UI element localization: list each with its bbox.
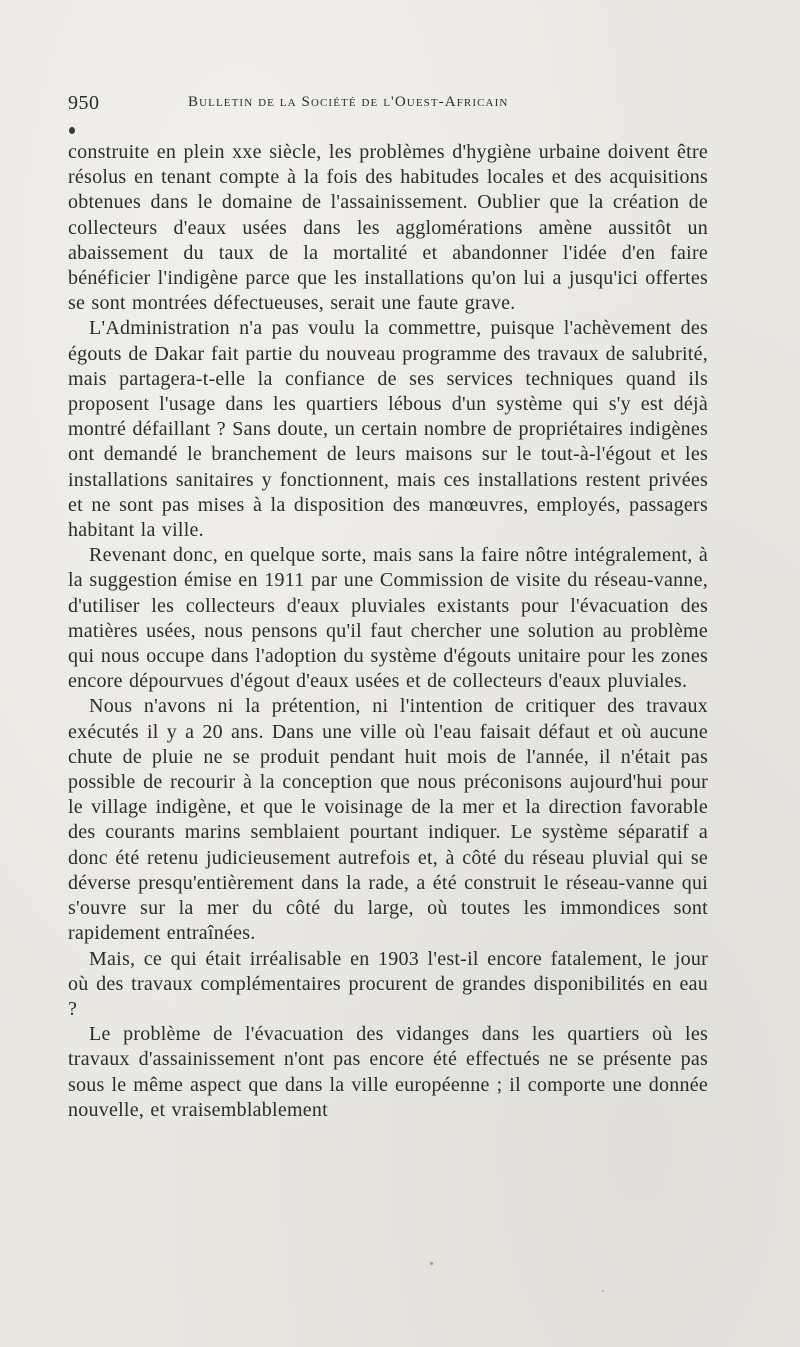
body-text bbox=[68, 140, 708, 1123]
header-title: Bulletin de la Société de l'Ouest-Africain bbox=[188, 94, 509, 110]
paragraph-1: construite en plein xxe siècle, les problèmes d'hygiène urbaine doivent être résolus en tenant compte à la fois des habitudes locales et des acquisitions obtenues dans le domaine de l'assainissement. Oublier que la création de collecteurs d'eaux usées dans les agglomérations amène aussitôt un abaissement du taux de la mortalité et abandonner l'idée d'en faire bénéficier l'indigène parce que les installations qu'on lui a jusqu'ici offertes se sont montrées défectueuses, serait une faute grave. bbox=[68, 141, 708, 315]
paragraph-4: Nous n'avons ni la prétention, ni l'intention de critiquer des travaux exécutés il y a 20 ans. Dans une ville où l'eau faisait défaut et où aucune chute de pluie ne se produit pendant huit mois de l'année, il n'était pas possible de recourir à la conception que nous préconisons aujourd'hui pour le village indigène, et que le voisinage de la mer et la direction favorable des courants marins semblaient pourtant indiquer. Le système séparatif a donc été retenu judicieusement autrefois et, à côté du réseau pluvial qui se déverse presqu'entièrement dans la rade, a été construit le réseau-vanne qui s'ouvre sur la mer du côté du large, où toutes les immondices sont rapidement entraînées. bbox=[68, 695, 708, 945]
paper-speck-mark bbox=[430, 1262, 433, 1265]
print-speck-mark bbox=[69, 127, 75, 134]
paragraph-3: Revenant donc, en quelque sorte, mais sans la faire nôtre intégralement, à la suggestion émise en 1911 par une Commission de visite du réseau-vanne, d'utiliser les collecteurs d'eaux pluviales existants pour l'évacuation des matières usées, nous pensons qu'il faut chercher une solution au problème qui nous occupe dans l'adoption du système d'égouts unitaire pour les zones encore dépourvues d'égout d'eaux usées et de collecteurs d'eaux pluviales. bbox=[68, 544, 708, 693]
paragraph-5: Mais, ce qui était irréalisable en 1903 l'est-il encore fatalement, le jour où des travaux complémentaires procurent de grandes disponibilités en eau ? bbox=[68, 947, 708, 1020]
paragraph-6: Le problème de l'évacuation des vidanges dans les quartiers où les travaux d'assainissement n'ont pas encore été effectués ne se présente pas sous le même aspect que dans la ville européenne ; il comporte une donnée nouvelle, et vraisemblablement bbox=[68, 1023, 708, 1121]
paper-speck-mark-2 bbox=[602, 1290, 604, 1292]
running-head bbox=[68, 92, 708, 120]
page-number: 950 bbox=[68, 92, 100, 114]
paragraph-2: L'Administration n'a pas voulu la commettre, puisque l'achèvement des égouts de Dakar fait partie du nouveau programme des travaux de salubrité, mais partagera-t-elle la confiance de ses services techniques quand ils proposent l'usage dans les quartiers lébous d'un système qui s'y est déjà montré défaillant ? Sans doute, un certain nombre de propriétaires indigènes ont demandé le branchement de leurs maisons sur le tout-à-l'égout et les installations sanitaires y fonctionnent, mais ces installations restent privées et ne sont pas mises à la disposition des manœuvres, employés, passagers habitant la ville. bbox=[68, 317, 708, 542]
